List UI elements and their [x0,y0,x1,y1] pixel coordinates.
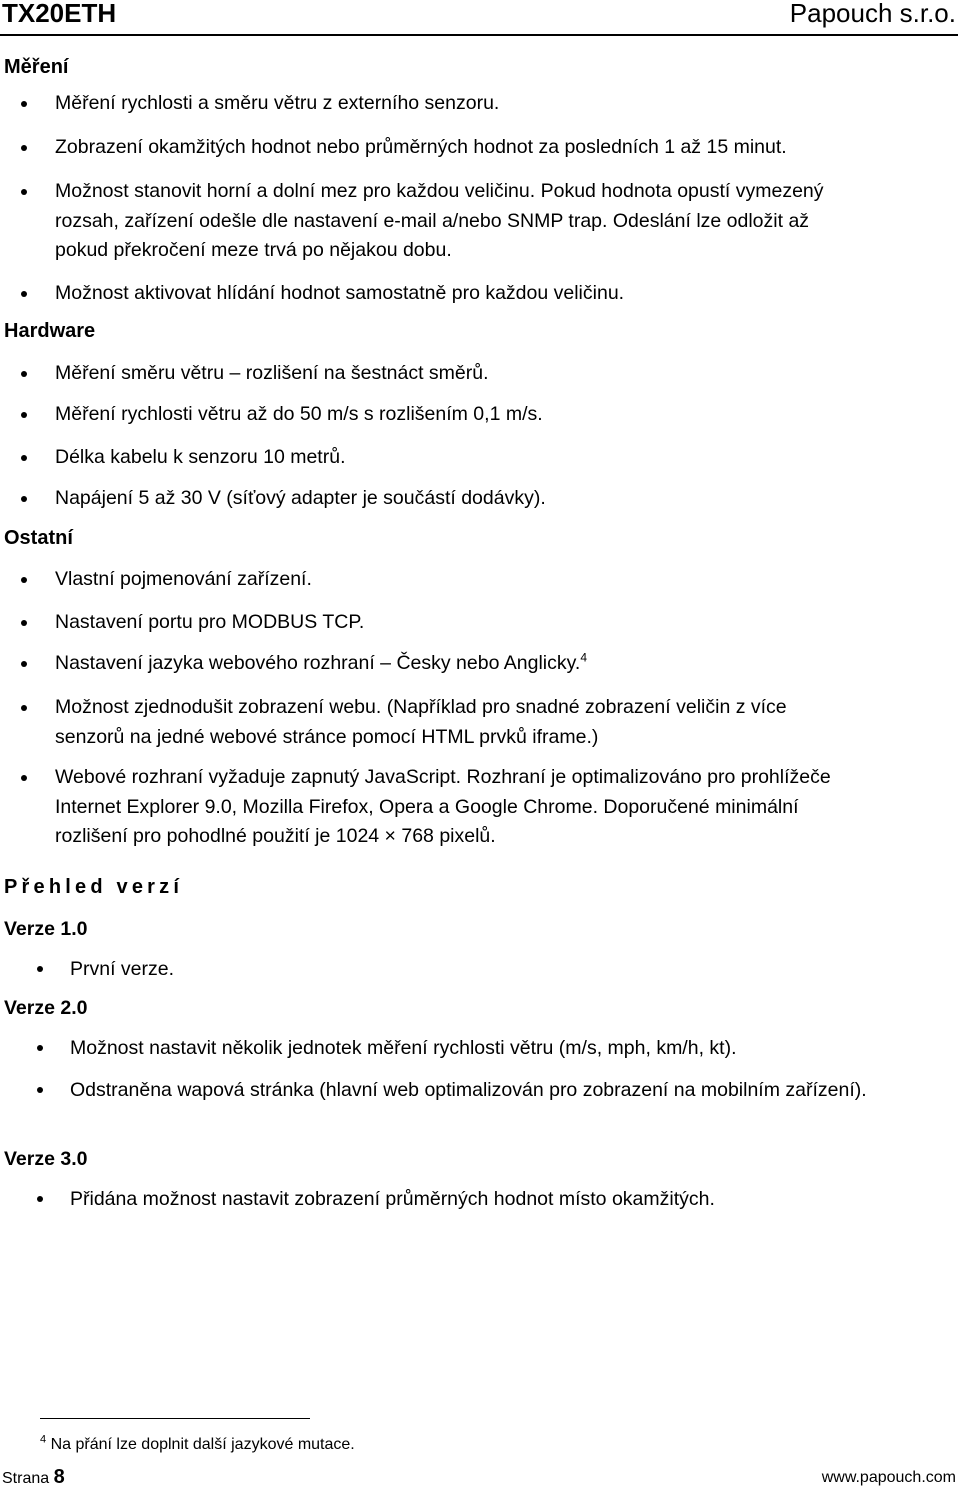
document-title: TX20ETH [2,0,117,28]
section-title-ostatni: Ostatní [4,527,73,549]
list-item: Napájení 5 až 30 V (síťový adapter je součástí dodávky). [55,487,546,509]
bullet-icon [21,291,27,297]
bullet-icon [21,189,27,195]
versions-heading: Přehled verzí [4,876,184,898]
bullet-icon [21,145,27,151]
header-rule [0,34,958,36]
footer-url: www.papouch.com [821,1469,956,1486]
version-item: Odstraněna wapová stránka (hlavní web optimalizován pro zobrazení na mobilním zařízení). [70,1079,867,1101]
bullet-icon [37,1196,43,1202]
list-item [55,649,587,679]
footnote-ref: 4 [580,650,588,665]
footnote-number: 4 [40,1433,47,1446]
version-title: Verze 3.0 [4,1148,88,1170]
version-item: První verze. [70,958,175,980]
list-item: Vlastní pojmenování zařízení. [55,568,312,590]
bullet-icon [21,412,27,418]
list-item-line: Webové rozhraní vyžaduje zapnutý JavaScript. Rozhraní je optimalizováno pro prohlížeče [55,766,831,788]
version-title: Verze 1.0 [4,918,88,940]
list-item [55,763,831,852]
version-item: Možnost nastavit několik jednotek měření rychlosti větru (m/s, mph, km/h, kt). [70,1037,737,1059]
list-item-line: senzorů na jedné webové stránce pomocí HTML prvků iframe.) [55,725,599,748]
list-item-line: Internet Explorer 9.0, Mozilla Firefox, Opera a Google Chrome. Doporučené minimální [55,795,799,818]
bullet-icon [21,577,27,583]
page-label: Strana [2,1470,50,1487]
bullet-icon [37,1087,43,1093]
page-number-value: 8 [53,1466,65,1488]
bullet-icon [21,455,27,461]
bullet-icon [37,1045,43,1051]
bullet-icon [21,661,27,667]
section-title-mereni: Měření [4,56,69,78]
footnote [40,1433,355,1454]
list-item: Nastavení portu pro MODBUS TCP. [55,611,365,633]
list-item-line: pokud překročení meze trvá po nějakou dobu. [55,239,452,261]
footnote-text: Na přání lze doplnit další jazykové mutace. [50,1436,355,1453]
bullet-icon [21,775,27,781]
bullet-icon [21,705,27,711]
list-item: Délka kabelu k senzoru 10 metrů. [55,446,346,468]
list-item-line: rozsah, zařízení odešle dle nastavení e-mail a/nebo SNMP trap. Odeslání lze odložit až [55,209,810,232]
bullet-icon [21,496,27,502]
list-item: Měření rychlosti a směru větru z externího senzoru. [55,92,500,114]
list-item-text: Nastavení jazyka webového rozhraní – Česky nebo Anglicky. [55,652,581,674]
list-item: Měření směru větru – rozlišení na šestnáct směrů. [55,362,489,384]
list-item: Měření rychlosti větru až do 50 m/s s rozlišením 0,1 m/s. [55,403,543,425]
section-title-hardware: Hardware [4,320,96,342]
bullet-icon [37,966,43,972]
list-item: Zobrazení okamžitých hodnot nebo průměrných hodnot za posledních 1 až 15 minut. [55,136,787,158]
list-item [55,693,787,752]
page-number [2,1466,65,1489]
list-item-line: rozlišení pro pohodlné použití je 1024 × 768 pixelů. [55,825,496,847]
bullet-icon [21,620,27,626]
footnote-rule [40,1418,310,1419]
list-item-line: Možnost zjednodušit zobrazení webu. (Například pro snadné zobrazení veličin z více [55,696,787,718]
list-item [55,177,824,266]
list-item-line: Možnost stanovit horní a dolní mez pro každou veličinu. Pokud hodnota opustí vymezený [55,180,824,202]
company-name: Papouch s.r.o. [789,0,956,28]
version-item: Přidána možnost nastavit zobrazení průměrných hodnot místo okamžitých. [70,1188,715,1210]
bullet-icon [21,371,27,377]
list-item: Možnost aktivovat hlídání hodnot samostatně pro každou veličinu. [55,282,625,304]
bullet-icon [21,101,27,107]
version-title: Verze 2.0 [4,997,88,1019]
